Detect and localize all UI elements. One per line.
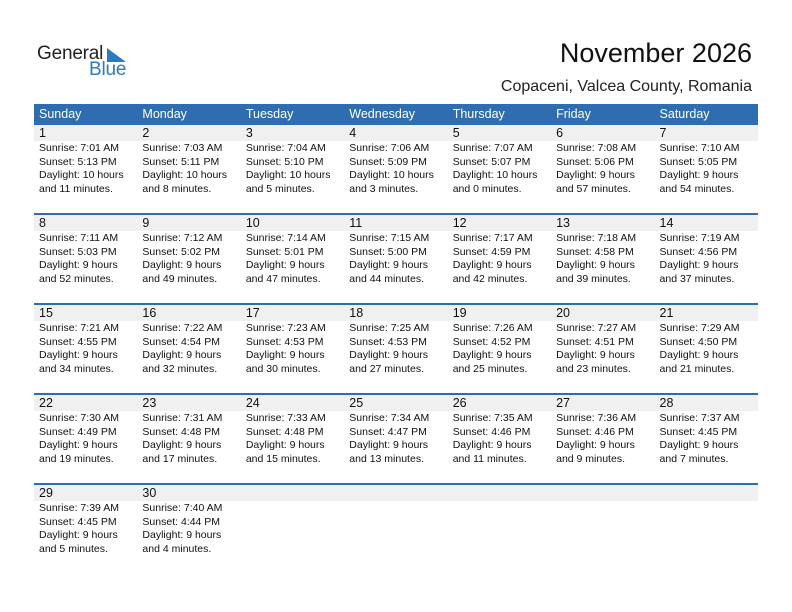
day-number [655, 485, 758, 501]
calendar-week [34, 213, 758, 303]
day-sunrise: Sunrise: 7:21 AM [39, 322, 119, 334]
date-row [34, 215, 758, 231]
date-row [34, 485, 758, 501]
day-number: 1 [39, 126, 46, 140]
day-number: 5 [452, 126, 460, 140]
day-number: 4 [349, 126, 357, 140]
day-daylight2: and 25 minutes. [452, 362, 528, 375]
day-cell [241, 411, 344, 483]
day-number [551, 485, 654, 501]
day-daylight2: and 7 minutes. [659, 452, 729, 465]
day-cell [551, 501, 654, 573]
day-sunrise: Sunrise: 7:01 AM [39, 142, 119, 154]
day-cell [448, 411, 551, 483]
day-sunset: Sunset: 4:59 PM [452, 245, 531, 258]
weekday-header: Wednesday [349, 107, 416, 121]
day-cell [34, 501, 137, 573]
day-sunset: Sunset: 5:13 PM [39, 155, 117, 168]
day-cell [137, 231, 240, 303]
day-daylight1: Daylight: 9 hours [659, 169, 739, 182]
day-sunset: Sunset: 4:48 PM [142, 425, 221, 438]
day-cell [34, 141, 137, 213]
weekday-header: Sunday [39, 107, 82, 121]
day-daylight2: and 5 minutes. [245, 182, 315, 195]
day-number: 12 [452, 216, 467, 230]
calendar-title: November 2026 [559, 38, 752, 68]
day-sunset: Sunset: 4:54 PM [142, 335, 221, 348]
day-sunset: Sunset: 5:00 PM [349, 245, 427, 258]
day-sunrise: Sunrise: 7:30 AM [39, 412, 119, 424]
day-daylight1: Daylight: 9 hours [452, 349, 532, 362]
day-daylight2: and 52 minutes. [39, 272, 114, 285]
day-sunset: Sunset: 5:10 PM [245, 155, 324, 168]
day-daylight2: and 34 minutes. [39, 362, 114, 375]
day-number: 8 [39, 216, 46, 230]
day-daylight1: Daylight: 9 hours [39, 529, 118, 542]
day-number: 24 [245, 396, 260, 410]
day-daylight2: and 49 minutes. [142, 272, 218, 285]
calendar-week [34, 393, 758, 483]
day-sunset: Sunset: 5:09 PM [349, 155, 427, 168]
day-number: 9 [142, 216, 150, 230]
day-daylight1: Daylight: 9 hours [659, 439, 739, 452]
day-daylight1: Daylight: 9 hours [556, 259, 635, 272]
day-cell [655, 141, 758, 213]
day-daylight1: Daylight: 9 hours [142, 259, 222, 272]
logo-text-general: General [37, 43, 104, 64]
day-sunset: Sunset: 4:45 PM [659, 425, 738, 438]
day-sunset: Sunset: 4:55 PM [39, 335, 117, 348]
date-row [34, 395, 758, 411]
day-cell [137, 321, 240, 393]
day-daylight1: Daylight: 10 hours [245, 169, 331, 182]
day-number: 17 [245, 306, 260, 320]
day-sunset: Sunset: 4:53 PM [349, 335, 427, 348]
day-number: 30 [142, 486, 157, 500]
day-number [448, 485, 551, 501]
day-cell [241, 501, 344, 573]
day-number: 6 [556, 126, 564, 140]
day-daylight2: and 27 minutes. [349, 362, 424, 375]
day-sunset: Sunset: 4:50 PM [659, 335, 738, 348]
day-sunset: Sunset: 5:07 PM [452, 155, 531, 168]
day-sunset: Sunset: 4:48 PM [245, 425, 324, 438]
info-row [34, 321, 758, 393]
day-daylight1: Daylight: 9 hours [142, 529, 222, 542]
day-sunset: Sunset: 5:05 PM [659, 155, 738, 168]
day-sunset: Sunset: 4:53 PM [245, 335, 324, 348]
day-sunrise: Sunrise: 7:29 AM [659, 322, 740, 334]
day-cell [344, 141, 447, 213]
day-cell [34, 321, 137, 393]
day-daylight2: and 11 minutes. [39, 182, 113, 195]
weekday-header: Thursday [452, 107, 505, 121]
day-daylight1: Daylight: 9 hours [245, 439, 325, 452]
day-daylight1: Daylight: 9 hours [556, 439, 635, 452]
day-number [241, 485, 344, 501]
day-daylight1: Daylight: 9 hours [142, 439, 222, 452]
day-cell [241, 141, 344, 213]
date-row [34, 125, 758, 141]
day-number: 11 [349, 216, 363, 230]
day-sunrise: Sunrise: 7:11 AM [39, 232, 119, 244]
day-daylight2: and 5 minutes. [39, 542, 108, 555]
day-daylight1: Daylight: 10 hours [142, 169, 228, 182]
weekday-header-row [34, 104, 758, 125]
day-sunrise: Sunrise: 7:39 AM [39, 502, 119, 514]
day-daylight1: Daylight: 9 hours [556, 169, 635, 182]
day-daylight1: Daylight: 9 hours [659, 349, 739, 362]
day-sunrise: Sunrise: 7:34 AM [349, 412, 430, 424]
day-daylight2: and 39 minutes. [556, 272, 631, 285]
day-sunrise: Sunrise: 7:08 AM [556, 142, 637, 154]
day-sunrise: Sunrise: 7:25 AM [349, 322, 430, 334]
day-cell [344, 231, 447, 303]
day-daylight1: Daylight: 9 hours [349, 439, 429, 452]
day-sunrise: Sunrise: 7:22 AM [142, 322, 223, 334]
calendar-week [34, 303, 758, 393]
day-cell [551, 231, 654, 303]
day-daylight2: and 42 minutes. [452, 272, 528, 285]
day-daylight1: Daylight: 9 hours [452, 439, 532, 452]
day-sunrise: Sunrise: 7:14 AM [245, 232, 326, 244]
day-sunset: Sunset: 5:03 PM [39, 245, 117, 258]
day-number: 10 [245, 216, 260, 230]
day-cell [655, 321, 758, 393]
info-row [34, 501, 758, 573]
day-sunrise: Sunrise: 7:27 AM [556, 322, 637, 334]
day-cell [448, 231, 551, 303]
day-number: 23 [142, 396, 157, 410]
day-cell [448, 141, 551, 213]
day-sunrise: Sunrise: 7:35 AM [452, 412, 533, 424]
day-daylight1: Daylight: 9 hours [452, 259, 532, 272]
day-daylight1: Daylight: 9 hours [245, 349, 325, 362]
day-daylight1: Daylight: 10 hours [39, 169, 124, 182]
day-daylight2: and 17 minutes. [142, 452, 218, 465]
day-sunrise: Sunrise: 7:10 AM [659, 142, 740, 154]
day-cell [344, 501, 447, 573]
day-sunset: Sunset: 4:45 PM [39, 515, 117, 528]
day-daylight2: and 11 minutes. [452, 452, 527, 465]
day-number: 21 [659, 306, 674, 320]
day-daylight1: Daylight: 9 hours [39, 349, 118, 362]
day-daylight2: and 19 minutes. [39, 452, 114, 465]
day-cell [655, 231, 758, 303]
info-row [34, 411, 758, 483]
day-number: 14 [659, 216, 674, 230]
day-daylight2: and 15 minutes. [245, 452, 321, 465]
day-number: 27 [556, 396, 571, 410]
info-row [34, 141, 758, 213]
day-daylight1: Daylight: 10 hours [452, 169, 538, 182]
day-sunrise: Sunrise: 7:33 AM [245, 412, 326, 424]
day-daylight1: Daylight: 9 hours [39, 259, 118, 272]
weekday-header: Friday [556, 107, 591, 121]
day-daylight2: and 4 minutes. [142, 542, 212, 555]
day-sunrise: Sunrise: 7:12 AM [142, 232, 223, 244]
day-cell [241, 231, 344, 303]
day-number: 28 [659, 396, 674, 410]
calendar-week [34, 483, 758, 573]
day-sunset: Sunset: 4:47 PM [349, 425, 427, 438]
weekday-header: Tuesday [245, 107, 294, 121]
day-sunset: Sunset: 4:51 PM [556, 335, 634, 348]
day-sunrise: Sunrise: 7:26 AM [452, 322, 533, 334]
day-daylight2: and 30 minutes. [245, 362, 321, 375]
day-daylight2: and 3 minutes. [349, 182, 419, 195]
day-sunset: Sunset: 5:02 PM [142, 245, 221, 258]
day-daylight1: Daylight: 9 hours [556, 349, 635, 362]
day-daylight2: and 47 minutes. [245, 272, 321, 285]
day-sunset: Sunset: 4:46 PM [452, 425, 531, 438]
weekday-header: Monday [142, 107, 187, 121]
day-cell [551, 411, 654, 483]
day-daylight2: and 13 minutes. [349, 452, 424, 465]
day-number: 25 [349, 396, 364, 410]
day-cell [448, 321, 551, 393]
day-number: 7 [659, 126, 667, 140]
day-daylight2: and 21 minutes. [659, 362, 735, 375]
day-cell [344, 411, 447, 483]
day-cell [137, 501, 240, 573]
day-number: 29 [39, 486, 53, 500]
day-number: 18 [349, 306, 364, 320]
day-daylight2: and 44 minutes. [349, 272, 424, 285]
info-row [34, 231, 758, 303]
day-sunrise: Sunrise: 7:06 AM [349, 142, 430, 154]
day-sunset: Sunset: 4:44 PM [142, 515, 221, 528]
day-sunset: Sunset: 4:49 PM [39, 425, 117, 438]
logo-text-blue: Blue [89, 59, 127, 80]
day-daylight2: and 9 minutes. [556, 452, 625, 465]
day-cell [344, 321, 447, 393]
day-number: 20 [556, 306, 571, 320]
day-number: 16 [142, 306, 157, 320]
day-sunrise: Sunrise: 7:31 AM [142, 412, 223, 424]
day-number [344, 485, 447, 501]
day-number: 15 [39, 306, 53, 320]
day-daylight1: Daylight: 10 hours [349, 169, 434, 182]
day-daylight2: and 0 minutes. [452, 182, 522, 195]
day-number: 13 [556, 216, 571, 230]
day-number: 2 [142, 126, 150, 140]
day-cell [655, 411, 758, 483]
day-sunrise: Sunrise: 7:36 AM [556, 412, 637, 424]
day-sunrise: Sunrise: 7:23 AM [245, 322, 326, 334]
calendar-table [34, 104, 758, 573]
day-sunrise: Sunrise: 7:04 AM [245, 142, 326, 154]
day-sunrise: Sunrise: 7:37 AM [659, 412, 740, 424]
calendar-weeks [34, 125, 758, 573]
day-sunrise: Sunrise: 7:40 AM [142, 502, 223, 514]
day-daylight1: Daylight: 9 hours [245, 259, 325, 272]
day-sunset: Sunset: 4:56 PM [659, 245, 738, 258]
generalblue-logo [37, 43, 137, 83]
day-number: 19 [452, 306, 467, 320]
weekday-header: Saturday [659, 107, 710, 121]
day-daylight1: Daylight: 9 hours [659, 259, 739, 272]
day-sunrise: Sunrise: 7:17 AM [452, 232, 533, 244]
day-daylight2: and 8 minutes. [142, 182, 212, 195]
date-row [34, 305, 758, 321]
day-number: 3 [245, 126, 253, 140]
day-daylight2: and 32 minutes. [142, 362, 218, 375]
calendar-week [34, 125, 758, 213]
day-sunset: Sunset: 4:52 PM [452, 335, 531, 348]
day-daylight1: Daylight: 9 hours [349, 259, 429, 272]
day-cell [551, 321, 654, 393]
day-daylight1: Daylight: 9 hours [349, 349, 429, 362]
day-number: 22 [39, 396, 53, 410]
day-cell [137, 411, 240, 483]
day-cell [34, 231, 137, 303]
calendar-location: Copaceni, Valcea County, Romania [500, 78, 752, 95]
day-cell [655, 501, 758, 573]
day-number: 26 [452, 396, 467, 410]
day-sunset: Sunset: 4:46 PM [556, 425, 634, 438]
day-daylight1: Daylight: 9 hours [142, 349, 222, 362]
day-sunrise: Sunrise: 7:15 AM [349, 232, 430, 244]
day-sunset: Sunset: 5:11 PM [142, 155, 220, 168]
day-daylight2: and 54 minutes. [659, 182, 735, 195]
day-sunrise: Sunrise: 7:03 AM [142, 142, 223, 154]
day-cell [551, 141, 654, 213]
day-daylight2: and 37 minutes. [659, 272, 735, 285]
day-cell [137, 141, 240, 213]
day-cell [448, 501, 551, 573]
day-cell [34, 411, 137, 483]
day-sunset: Sunset: 4:58 PM [556, 245, 634, 258]
day-cell [241, 321, 344, 393]
day-daylight2: and 23 minutes. [556, 362, 631, 375]
day-sunrise: Sunrise: 7:07 AM [452, 142, 533, 154]
day-sunset: Sunset: 5:01 PM [245, 245, 324, 258]
day-sunrise: Sunrise: 7:19 AM [659, 232, 740, 244]
day-daylight2: and 57 minutes. [556, 182, 631, 195]
day-sunrise: Sunrise: 7:18 AM [556, 232, 637, 244]
day-daylight1: Daylight: 9 hours [39, 439, 118, 452]
day-sunset: Sunset: 5:06 PM [556, 155, 634, 168]
